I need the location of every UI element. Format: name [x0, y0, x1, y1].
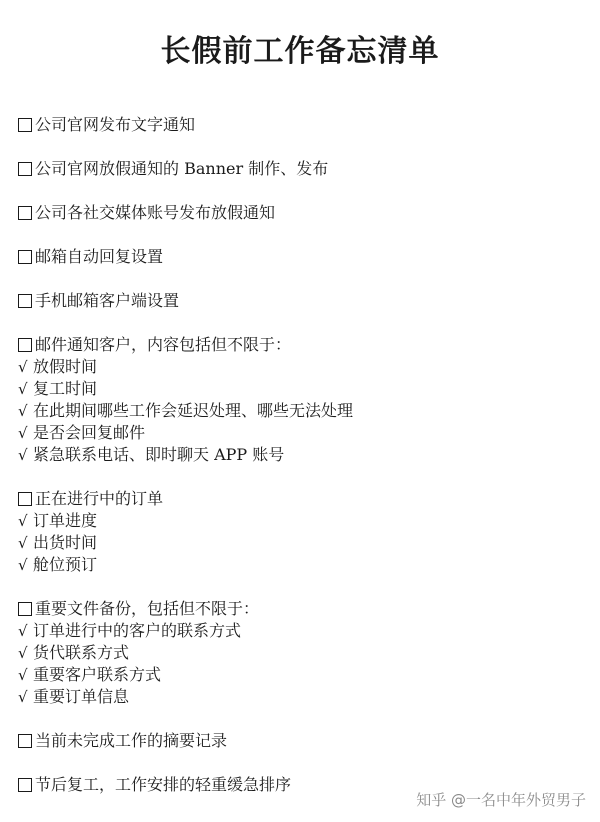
- sub-item-label: 货代联系方式: [33, 643, 130, 662]
- sub-item: [18, 356, 588, 378]
- checkbox-icon[interactable]: [18, 492, 32, 506]
- checklist-item-label: 公司官网放假通知的 Banner 制作、发布: [35, 159, 329, 178]
- checkbox-icon[interactable]: [18, 602, 32, 616]
- checkbox-icon[interactable]: [18, 162, 32, 176]
- checklist-section: [18, 246, 588, 268]
- checkmark-icon: √: [18, 622, 28, 640]
- checkbox-icon[interactable]: [18, 734, 32, 748]
- sub-item-label: 在此期间哪些工作会延迟处理、哪些无法处理: [33, 401, 354, 420]
- sub-item-label: 是否会回复邮件: [33, 423, 146, 442]
- checklist-item[interactable]: [18, 334, 588, 356]
- checkmark-icon: √: [18, 644, 28, 662]
- checklist-section: [18, 598, 588, 708]
- checklist-section: [18, 488, 588, 576]
- checklist-section: [18, 114, 588, 136]
- checkmark-icon: √: [18, 424, 28, 442]
- checkmark-icon: √: [18, 688, 28, 706]
- checklist-section: [18, 730, 588, 752]
- checklist-item[interactable]: [18, 290, 588, 312]
- checklist-item[interactable]: [18, 246, 588, 268]
- checkmark-icon: √: [18, 512, 28, 530]
- checklist-item-label: 邮箱自动回复设置: [35, 247, 164, 266]
- sub-item-label: 出货时间: [33, 533, 98, 552]
- checkbox-icon[interactable]: [18, 338, 32, 352]
- sub-item-label: 订单进行中的客户的联系方式: [33, 621, 242, 640]
- checklist-item-label: 节后复工，工作安排的轻重缓急排序: [35, 775, 292, 794]
- checklist-section: [18, 290, 588, 312]
- checkmark-icon: √: [18, 556, 28, 574]
- checklist-item[interactable]: [18, 730, 588, 752]
- checklist-item[interactable]: [18, 202, 588, 224]
- checklist-item[interactable]: [18, 114, 588, 136]
- checklist-item[interactable]: [18, 598, 588, 620]
- sub-item: [18, 686, 588, 708]
- sub-item: [18, 554, 588, 576]
- checklist-section: [18, 202, 588, 224]
- sub-item: [18, 642, 588, 664]
- checklist-item-label: 公司各社交媒体账号发布放假通知: [35, 203, 276, 222]
- checklist-item[interactable]: [18, 158, 588, 180]
- sub-item: [18, 664, 588, 686]
- sub-item: [18, 422, 588, 444]
- sub-item: [18, 510, 588, 532]
- checkbox-icon[interactable]: [18, 118, 32, 132]
- page-title: 长假前工作备忘清单: [160, 34, 440, 69]
- watermark: 知乎 @一名中年外贸男子: [416, 791, 586, 809]
- sub-item: [18, 532, 588, 554]
- sub-item-label: 订单进度: [33, 511, 98, 530]
- checkbox-icon[interactable]: [18, 294, 32, 308]
- sub-item: [18, 620, 588, 642]
- checklist-item-label: 当前未完成工作的摘要记录: [35, 731, 228, 750]
- checklist-item-label: 正在进行中的订单: [35, 489, 164, 508]
- checklist-item-label: 重要文件备份，包括但不限于：: [35, 599, 260, 618]
- checklist: [18, 114, 588, 818]
- sub-item: [18, 400, 588, 422]
- checklist-item-label: 公司官网发布文字通知: [35, 115, 196, 134]
- sub-item-label: 紧急联系电话、即时聊天 APP 账号: [33, 445, 285, 464]
- checklist-item-label: 邮件通知客户，内容包括但不限于：: [35, 335, 292, 354]
- sub-item-label: 复工时间: [33, 379, 98, 398]
- checkbox-icon[interactable]: [18, 778, 32, 792]
- checkmark-icon: √: [18, 402, 28, 420]
- sub-item: [18, 444, 588, 466]
- checklist-section: [18, 158, 588, 180]
- checkbox-icon[interactable]: [18, 206, 32, 220]
- checkmark-icon: √: [18, 534, 28, 552]
- sub-item-label: 重要客户联系方式: [33, 665, 162, 684]
- checklist-item-label: 手机邮箱客户端设置: [35, 291, 180, 310]
- checkbox-icon[interactable]: [18, 250, 32, 264]
- checkmark-icon: √: [18, 446, 28, 464]
- sub-item: [18, 378, 588, 400]
- sub-item-label: 放假时间: [33, 357, 98, 376]
- checkmark-icon: √: [18, 358, 28, 376]
- checkmark-icon: √: [18, 380, 28, 398]
- checkmark-icon: √: [18, 666, 28, 684]
- checklist-section: [18, 334, 588, 466]
- sub-item-label: 舱位预订: [33, 555, 98, 574]
- checklist-item[interactable]: [18, 488, 588, 510]
- sub-item-label: 重要订单信息: [33, 687, 130, 706]
